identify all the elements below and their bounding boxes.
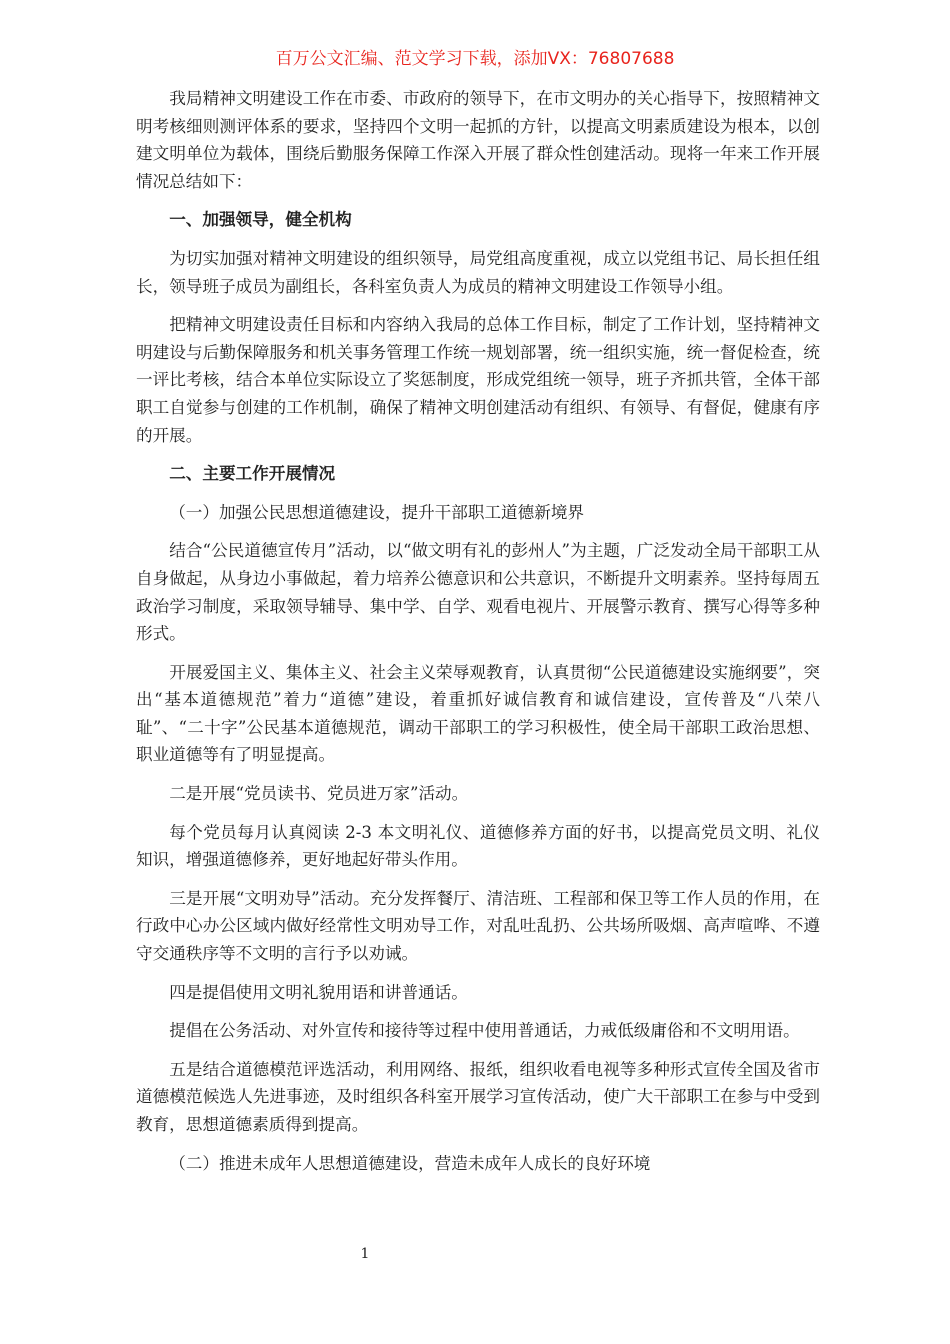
- subsection-heading-2: （二）推进未成年人思想道德建设，营造未成年人成长的良好环境: [169, 1153, 651, 1173]
- section-heading-2: 二、主要工作开展情况: [169, 464, 336, 484]
- page-number: 1: [360, 1246, 370, 1262]
- body-paragraph: 五是结合道德模范评选活动，利用网络、报纸，组织收看电视等多种形式宣传全国及省市道德模范候选人先进事迹，及时组织各科室开展学习宣传活动，使广大干部职工在参与中受到教育，思想道德素质得到提高。: [136, 1059, 820, 1134]
- section-heading-1: 一、加强领导，健全机构: [169, 210, 352, 230]
- body-paragraph: 提倡在公务活动、对外宣传和接待等过程中使用普通话，力戒低级庸俗和不文明用语。: [169, 1021, 800, 1041]
- body-paragraph: 三是开展“文明劝导”活动。充分发挥餐厅、清洁班、工程部和保卫等工作人员的作用，在行政中心办公区域内做好经常性文明劝导工作，对乱吐乱扔、公共场所吸烟、高声喧哗、不遵守交通秩序等不文明的言行予以劝诫。: [136, 888, 820, 964]
- body-paragraph: 结合“公民道德宣传月”活动，以“做文明有礼的彭州人”为主题，广泛发动全局干部职工从自身做起，从身边小事做起，着力培养公德意识和公共意识，不断提升文明素养。坚持每周五政治学习制度，采取领导辅导、集中学、自学、观看电视片、开展警示教育、撰写心得等多种形式。: [136, 541, 820, 644]
- subsection-heading-1: （一）加强公民思想道德建设，提升干部职工道德新境界: [169, 502, 585, 522]
- promo-header: 百万公文汇编、范文学习下载，添加VX：76807688: [275, 49, 675, 69]
- body-paragraph: 把精神文明建设责任目标和内容纳入我局的总体工作目标，制定了工作计划，坚持精神文明建设与后勤保障服务和机关事务管理工作统一规划部署，统一组织实施，统一督促检查，统一评比考核，结合本单位实际设立了奖惩制度，形成党组统一领导，班子齐抓共管，全体干部职工自觉参与创建的工作机制，确保了精神文明创建活动有组织、有领导、有督促，健康有序的开展。: [136, 315, 820, 445]
- body-paragraph: 二是开展“党员读书、党员进万家”活动。: [169, 784, 469, 804]
- body-paragraph: 为切实加强对精神文明建设的组织领导，局党组高度重视，成立以党组书记、局长担任组长，领导班子成员为副组长，各科室负责人为成员的精神文明建设工作领导小组。: [136, 248, 820, 296]
- document-body: [136, 85, 820, 1188]
- body-paragraph: 四是提倡使用文明礼貌用语和讲普通话。: [169, 982, 468, 1002]
- body-paragraph: 开展爱国主义、集体主义、社会主义荣辱观教育，认真贯彻“公民道德建设实施纲要”，突出“基本道德规范”着力“道德”建设，着重抓好诚信教育和诚信建设，宣传普及“八荣八耻”、“二十字”公民基本道德规范，调动干部职工的学习积极性，使全局干部职工政治思想、职业道德等有了明显提高。: [136, 662, 820, 765]
- intro-paragraph: 我局精神文明建设工作在市委、市政府的领导下，在市文明办的关心指导下，按照精神文明考核细则测评体系的要求，坚持四个文明一起抓的方针，以提高文明素质建设为根本，以创建文明单位为载体，围绕后勤服务保障工作深入开展了群众性创建活动。现将一年来工作开展情况总结如下：: [136, 89, 820, 191]
- body-paragraph: 每个党员每月认真阅读 2-3 本文明礼仪、道德修养方面的好书，以提高党员文明、礼仪知识，增强道德修养，更好地起好带头作用。: [136, 822, 820, 870]
